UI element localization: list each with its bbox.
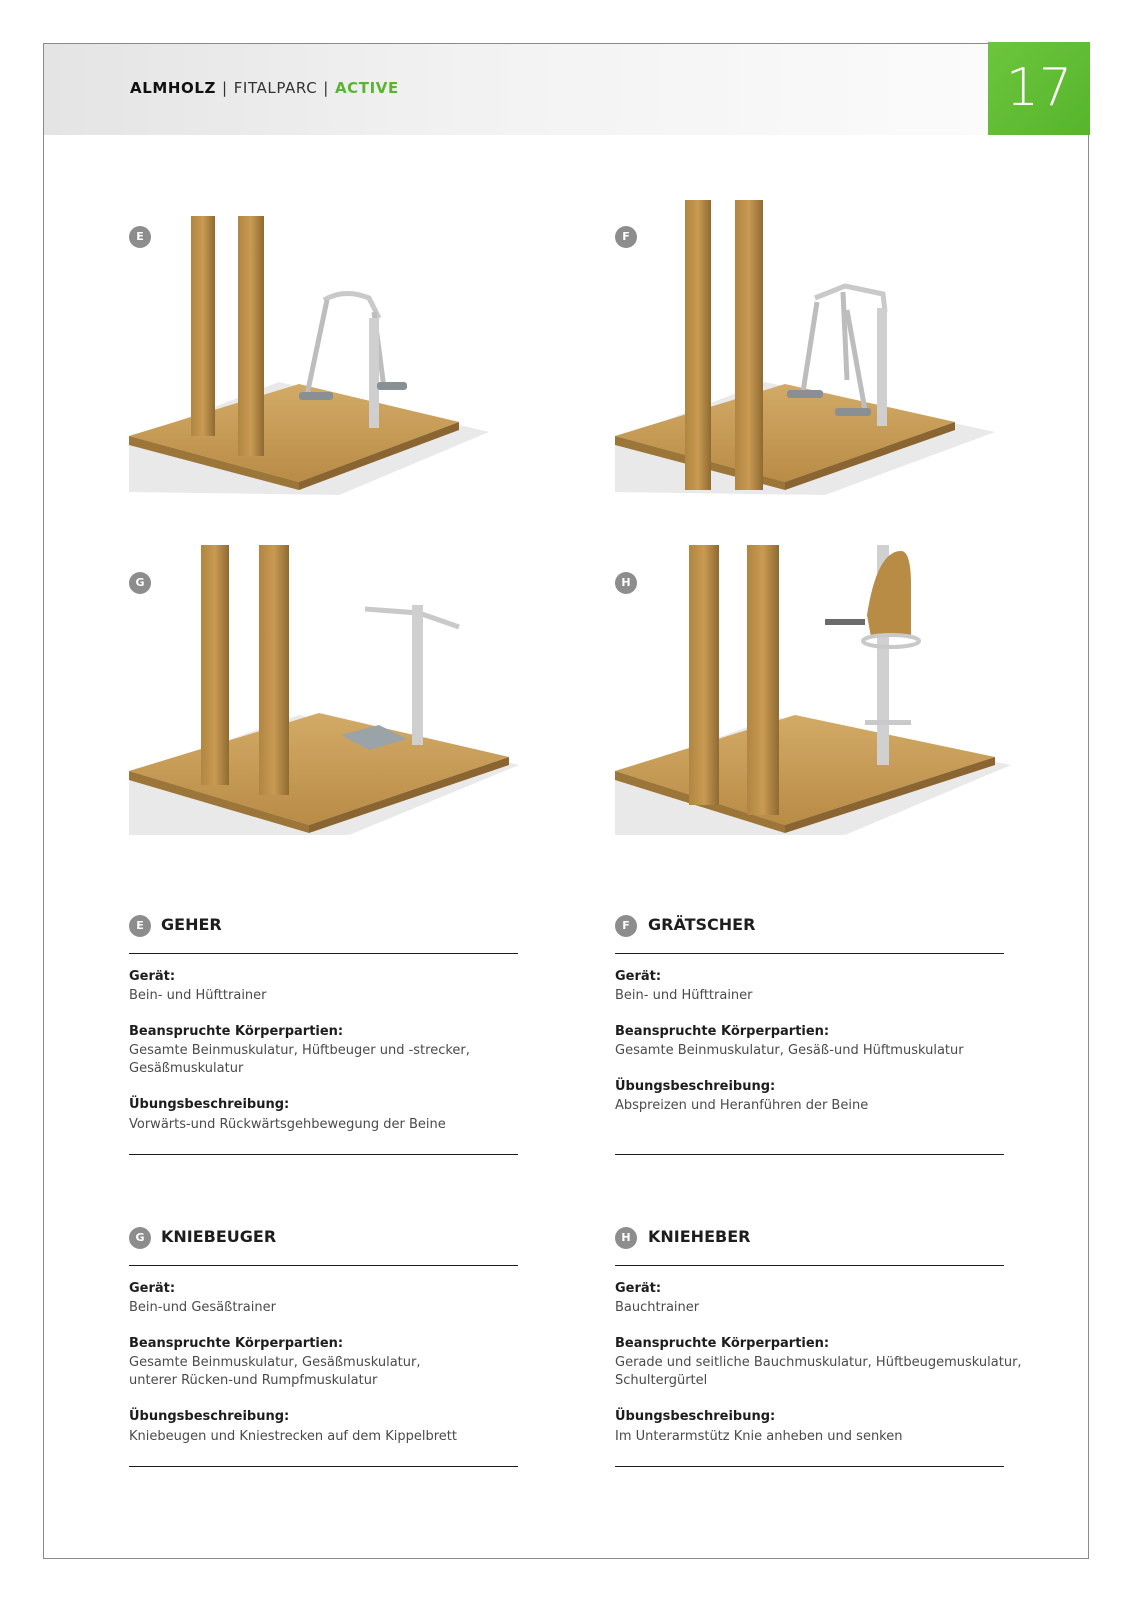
page-number: 17 — [1005, 58, 1073, 118]
section-rule — [615, 953, 1004, 954]
uebung-value: Im Unterarmstütz Knie anheben und senken — [615, 1429, 903, 1444]
geraet-value: Bauchtrainer — [615, 1300, 700, 1315]
geraet-label: Gerät: — [129, 969, 176, 984]
section-title-e: GEHER — [161, 915, 222, 934]
uebung-value: Abspreizen und Heranführen der Beine — [615, 1098, 869, 1113]
section-rule — [615, 1154, 1004, 1155]
uebung-label: Übungsbeschreibung: — [129, 1097, 290, 1112]
brand-name: ALMHOLZ — [130, 79, 217, 97]
section-rule — [615, 1265, 1004, 1266]
uebung-value: Kniebeugen und Kniestrecken auf dem Kippelbrett — [129, 1429, 457, 1444]
uebung-value: Vorwärts-und Rückwärtsgehbewegung der Beine — [129, 1117, 446, 1132]
badge-f: F — [615, 226, 637, 248]
squat-board-machine-icon — [129, 545, 519, 845]
geraet-label: Gerät: — [129, 1281, 176, 1296]
section-badge-h: H — [615, 1227, 637, 1249]
product-image-f — [615, 200, 1011, 500]
section-title-g: KNIEBEUGER — [161, 1227, 277, 1246]
koerper-value: Gesamte Beinmuskulatur, Hüftbeuger und -strecker, Gesäßmuskulatur — [129, 1043, 470, 1076]
badge-g: G — [129, 572, 151, 594]
koerper-value: Gerade und seitliche Bauchmuskulatur, Hüftbeugemuskulatur, Schultergürtel — [615, 1355, 1022, 1388]
section-badge-f: F — [615, 915, 637, 937]
section-rule — [129, 953, 518, 954]
koerper-label: Beanspruchte Körperpartien: — [615, 1336, 830, 1351]
section-badge-g: G — [129, 1227, 151, 1249]
uebung-label: Übungsbeschreibung: — [129, 1409, 290, 1424]
section-badge-e: E — [129, 915, 151, 937]
product-image-g — [129, 545, 519, 845]
uebung-label: Übungsbeschreibung: — [615, 1079, 776, 1094]
koerper-label: Beanspruchte Körperpartien: — [129, 1024, 344, 1039]
product-variant: ACTIVE — [334, 79, 399, 97]
brand-line — [130, 79, 399, 97]
koerper-value: Gesamte Beinmuskulatur, Gesäßmuskulatur, unterer Rücken-und Rumpfmuskulatur — [129, 1355, 421, 1388]
geraet-value: Bein- und Hüfttrainer — [129, 988, 267, 1003]
badge-h: H — [615, 572, 637, 594]
koerper-label: Beanspruchte Körperpartien: — [615, 1024, 830, 1039]
section-rule — [615, 1466, 1004, 1467]
straddle-machine-icon — [615, 200, 1011, 500]
geraet-value: Bein-und Gesäßtrainer — [129, 1300, 276, 1315]
badge-e: E — [129, 226, 151, 248]
uebung-label: Übungsbeschreibung: — [615, 1409, 776, 1424]
section-rule — [129, 1154, 518, 1155]
section-title-h: KNIEHEBER — [648, 1227, 751, 1246]
geraet-label: Gerät: — [615, 969, 662, 984]
koerper-value: Gesamte Beinmuskulatur, Gesäß-und Hüftmuskulatur — [615, 1043, 964, 1058]
product-image-h — [615, 545, 1011, 845]
section-title-f: GRÄTSCHER — [648, 915, 756, 934]
brand-separator: | — [222, 79, 228, 97]
geraet-value: Bein- und Hüfttrainer — [615, 988, 753, 1003]
geraet-label: Gerät: — [615, 1281, 662, 1296]
section-rule — [129, 1265, 518, 1266]
brand-separator: | — [323, 79, 329, 97]
product-line: FITALPARC — [233, 79, 318, 97]
knee-lift-machine-icon — [615, 545, 1011, 845]
koerper-label: Beanspruchte Körperpartien: — [129, 1336, 344, 1351]
section-rule — [129, 1466, 518, 1467]
product-image-e — [129, 200, 509, 500]
walker-machine-icon — [129, 200, 509, 500]
